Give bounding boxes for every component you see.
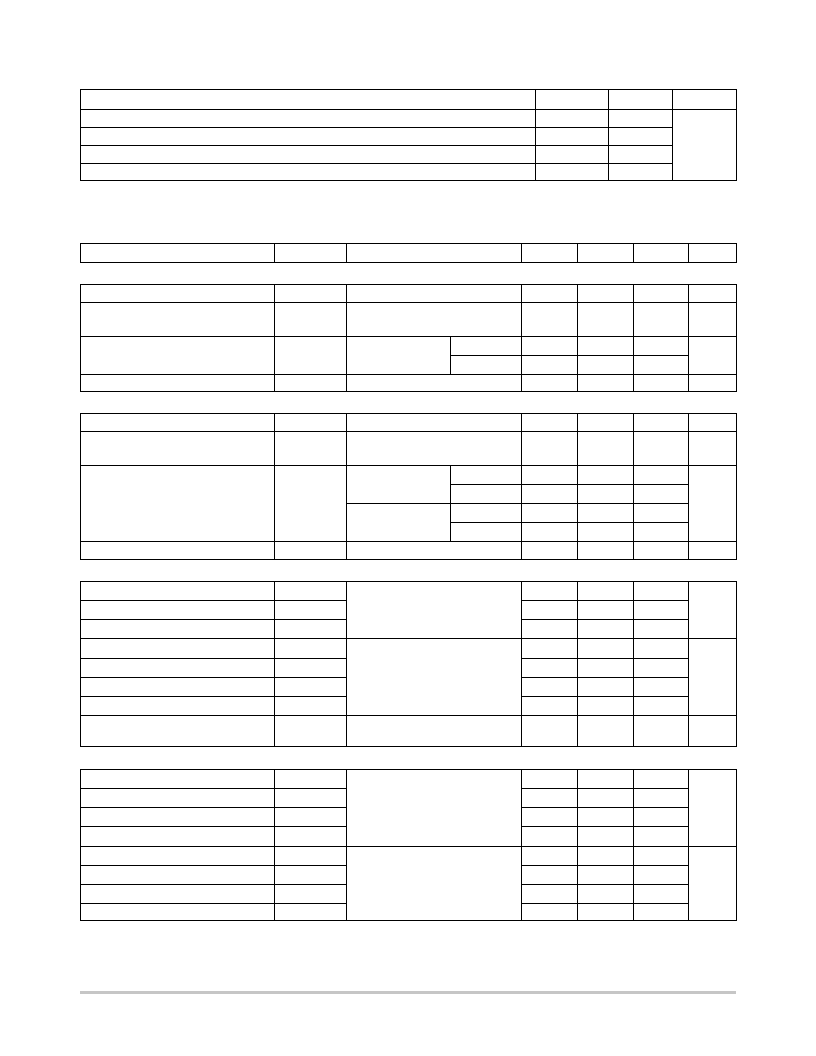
footer-rule [80, 991, 736, 994]
